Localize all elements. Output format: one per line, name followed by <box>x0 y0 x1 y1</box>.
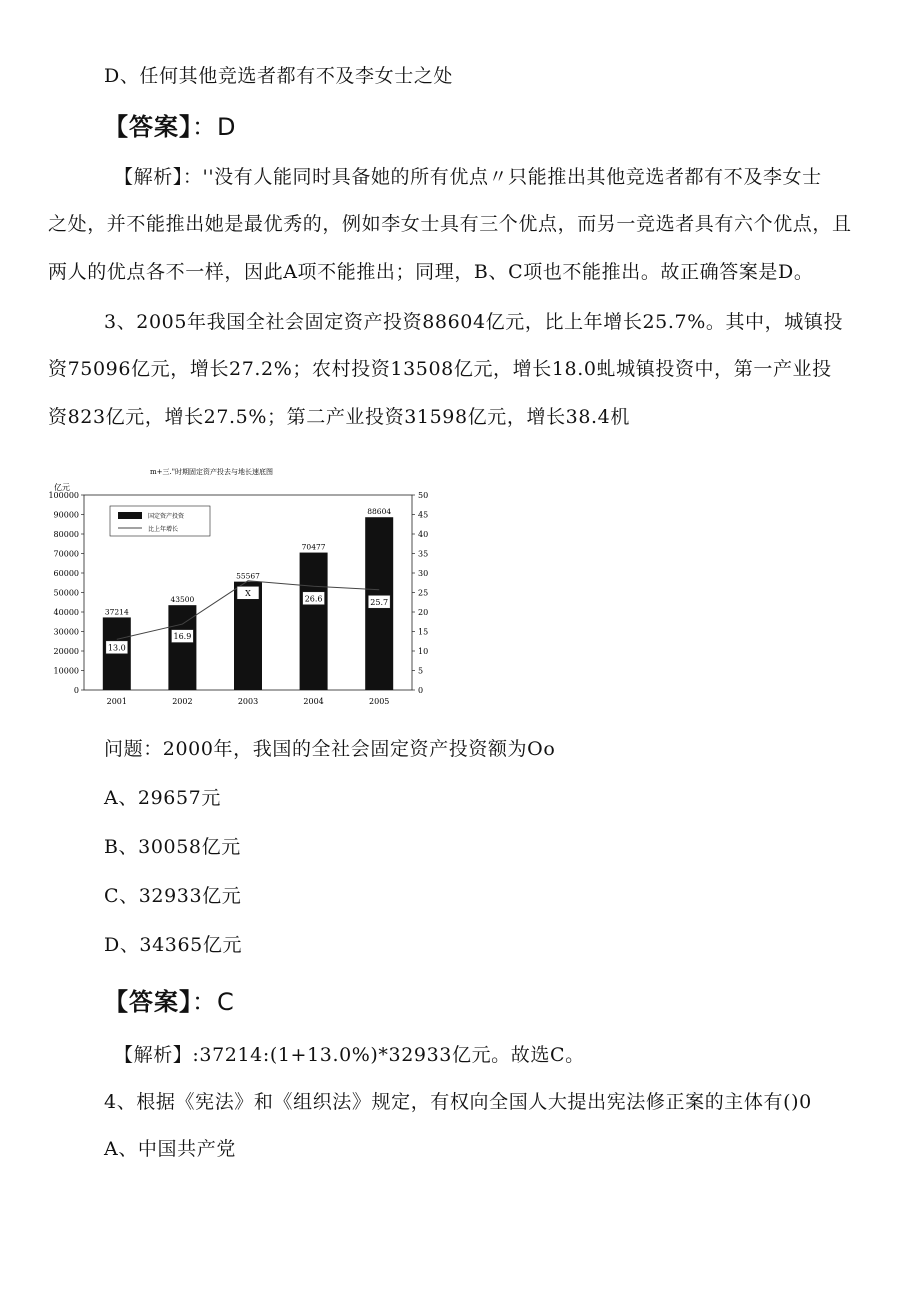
chart-plot-area <box>48 491 428 706</box>
analysis-1-line-3: 两人的优点各不一样，因此A项不能推出；同理，B、C项也不能推出。故正确答案是D。 <box>48 261 814 283</box>
option-c: C、32933亿元 <box>104 885 242 907</box>
option-d-previous: D、任何其他竞选者都有不及李女士之处 <box>104 65 454 87</box>
x-axis-label-2005: 2005 <box>369 697 390 706</box>
growth-label-2001: 13.0 <box>107 643 126 653</box>
bar-value-label-2005: 88604 <box>367 507 392 517</box>
question-3-line-3: 资823亿元，增长27.5%；第二产业投资31598亿元，增长38.4机 <box>48 406 630 428</box>
chart-left-axis-unit: 亿元 <box>54 483 70 492</box>
analysis-2: 【解析】:37214:(1+13.0%)*32933亿元。故选C。 <box>114 1044 585 1066</box>
left-axis-tick-label: 40000 <box>53 608 79 617</box>
right-axis-tick-label: 35 <box>418 549 429 559</box>
growth-label-2002: 16.9 <box>173 632 192 642</box>
question-4-option-a: A、中国共产党 <box>104 1138 236 1160</box>
analysis-1-line-1: 【解析】：''没有人能同时具备她的所有优点〃只能推出其他竞选者都有不及李女士 <box>114 166 822 188</box>
investment-chart <box>48 462 438 712</box>
right-axis-tick-label: 30 <box>418 569 429 578</box>
legend-line-label: 比上年增长 <box>148 526 179 533</box>
answer-1 <box>104 115 236 139</box>
x-axis-label-2004: 2004 <box>303 697 324 706</box>
answer-1-label: 【答案】 <box>104 113 192 141</box>
question-3-line-2: 资75096亿元，增长27.2%；农村投资13508亿元，增长18.0虬城镇投资中，第一产业投 <box>48 358 832 380</box>
option-d: D、34365亿元 <box>104 934 243 956</box>
bar-value-label-2004: 70477 <box>301 542 326 552</box>
left-axis-tick-label: 20000 <box>53 647 79 656</box>
growth-label-2003: X <box>245 588 251 598</box>
x-axis-label-2003: 2003 <box>237 697 259 706</box>
right-axis-tick-label: 15 <box>418 627 429 637</box>
bar-value-label-2002: 43500 <box>170 595 195 605</box>
right-axis-tick-label: 45 <box>418 510 429 520</box>
right-axis-tick-label: 0 <box>418 686 424 695</box>
left-axis-tick-label: 100000 <box>48 491 79 500</box>
left-axis-tick-label: 30000 <box>53 627 79 637</box>
left-axis-tick-label: 70000 <box>53 549 79 559</box>
right-axis-tick-label: 5 <box>418 666 424 676</box>
right-axis-tick-label: 25 <box>418 588 429 598</box>
growth-label-2004: 26.6 <box>304 594 323 604</box>
legend-bar-label: 国定资产投资 <box>148 513 185 520</box>
left-axis-tick-label: 10000 <box>53 666 79 676</box>
right-axis-tick-label: 10 <box>418 647 429 656</box>
left-axis-tick-label: 60000 <box>53 569 79 578</box>
right-axis-tick-label: 40 <box>418 530 429 539</box>
right-axis-tick-label: 50 <box>418 491 429 500</box>
bar-value-label-2001: 37214 <box>104 607 129 617</box>
chart-title: m+三."时期固定资产投去与地长速底图 <box>150 468 273 476</box>
answer-1-value: ：D <box>192 113 237 141</box>
question-3-line-1: 3、2005年我国全社会固定资产投资88604亿元，比上年增长25.7%。其中，城镇投 <box>104 311 844 333</box>
option-a: A、29657元 <box>104 787 221 809</box>
analysis-1-line-2: 之处，并不能推出她是最优秀的，例如李女士具有三个优点，而另一竞选者具有六个优点，且 <box>48 213 852 235</box>
left-axis-tick-label: 0 <box>73 686 79 695</box>
question-4: 4、根据《宪法》和《组织法》规定，有权向全国人大提出宪法修正案的主体有()0 <box>104 1091 812 1113</box>
right-axis-tick-label: 20 <box>418 608 429 617</box>
x-axis-label-2001: 2001 <box>106 697 127 706</box>
left-axis-tick-label: 90000 <box>53 510 79 520</box>
left-axis-tick-label: 50000 <box>53 588 79 598</box>
bar-value-label-2003: 55567 <box>236 571 260 581</box>
question-3-prompt: 问题：2000年，我国的全社会固定资产投资额为Oo <box>104 738 556 760</box>
answer-2-value: ：C <box>192 988 235 1016</box>
answer-2 <box>104 990 235 1014</box>
growth-label-2005: 25.7 <box>370 597 389 607</box>
legend-bar-swatch <box>118 512 142 519</box>
x-axis-label-2002: 2002 <box>172 697 193 706</box>
investment-chart-svg <box>48 462 438 712</box>
option-b: B、30058亿元 <box>104 836 241 858</box>
left-axis-tick-label: 80000 <box>53 530 79 539</box>
bar-2004 <box>300 553 328 690</box>
answer-2-label: 【答案】 <box>104 988 192 1016</box>
